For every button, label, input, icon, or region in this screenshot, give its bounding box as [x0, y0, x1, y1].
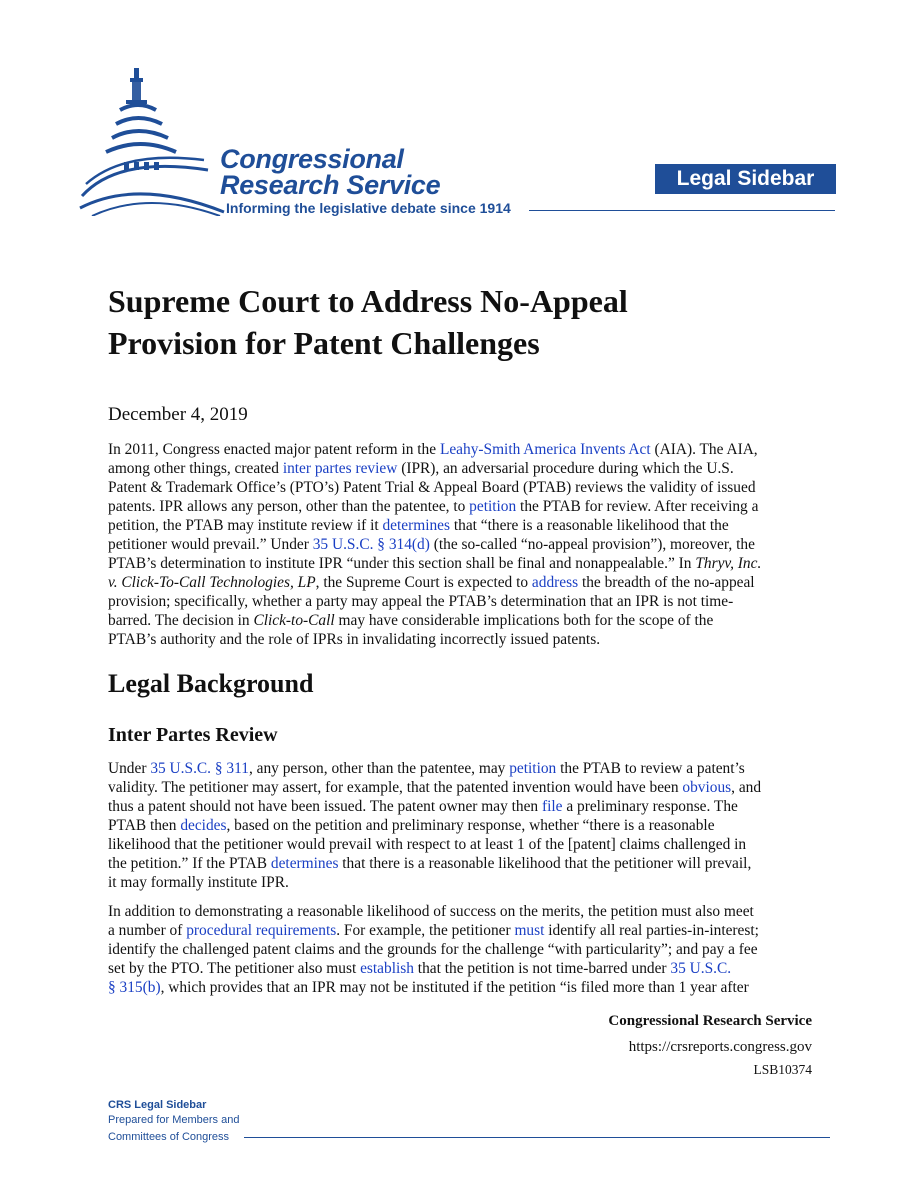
inline-link[interactable]: decides: [180, 817, 227, 834]
text-run: a preliminary response. The: [562, 798, 738, 815]
p1-line: [108, 630, 820, 649]
text-run: likelihood that the petitioner would prevail with respect to at least 1 of the [patent] claims challenged in: [108, 836, 747, 853]
inline-link[interactable]: obvious: [682, 779, 732, 796]
text-run: that “there is a reasonable likelihood that the: [450, 517, 729, 534]
text-run: identify the challenged patent claims and the grounds for the challenge “with particularity”; and pay a fee: [108, 941, 758, 958]
text-run: , the Supreme Court is expected to: [315, 574, 532, 591]
text-run: validity. The petitioner may assert, for example, that the patented invention would have been: [108, 779, 683, 796]
text-run: In addition to demonstrating a reasonable likelihood of success on the merits, the petition must also meet: [108, 903, 754, 920]
text-run: the PTAB for review. After receiving a: [516, 498, 759, 515]
footer-prepared-for-line2: Committees of Congress: [108, 1131, 230, 1143]
legal-sidebar-badge: Legal Sidebar: [655, 164, 836, 194]
text-run: provision; specifically, whether a party may appeal the PTAB’s determination that an IPR is not time-: [108, 593, 734, 610]
ipr-paragraph: [108, 759, 820, 892]
inline-link[interactable]: Leahy-Smith America Invents Act: [439, 441, 651, 458]
text-run: that the petition is not time-barred under: [413, 960, 671, 977]
text-run: Patent & Trademark Office’s (PTO’s) Patent Trial & Appeal Board (PTAB) reviews the validity of issued: [108, 479, 756, 496]
inline-link[interactable]: petition: [469, 498, 517, 515]
text-run: PTAB’s authority and the role of IPRs in invalidating incorrectly issued patents.: [108, 631, 601, 648]
p2-line: [108, 816, 820, 835]
text-run: PTAB’s determination to institute IPR “under this section shall be final and nonappealable.” In: [108, 555, 696, 572]
text-run: that there is a reasonable likelihood that the petitioner will prevail,: [338, 855, 752, 872]
footer-url-link[interactable]: https://crsreports.congress.gov: [628, 1039, 812, 1055]
p3-line: [108, 978, 820, 997]
subsection-heading-inter-partes-review: Inter Partes Review: [108, 724, 278, 746]
p1-line: [108, 459, 820, 478]
p1-line: [108, 516, 820, 535]
crs-wordmark-line1: Congressional: [220, 144, 404, 174]
page-title-line2: Provision for Patent Challenges: [108, 325, 540, 361]
text-run: the breadth of the no-appeal: [578, 574, 755, 591]
crs-wordmark-line2: Research Service: [220, 170, 441, 200]
text-run: set by the PTO. The petitioner also must: [108, 960, 361, 977]
text-run: Click-to-Call: [253, 612, 335, 629]
text-run: barred. The decision in: [108, 612, 254, 629]
page-title-line1: Supreme Court to Address No-Appeal: [108, 283, 628, 319]
text-run: (IPR), an adversarial procedure during which the U.S.: [397, 460, 734, 477]
text-run: identify all real parties-in-interest;: [544, 922, 759, 939]
inline-link[interactable]: must: [514, 922, 545, 939]
crs-tagline: Informing the legislative debate since 1914: [226, 200, 511, 216]
text-run: , any person, other than the patentee, may: [248, 760, 510, 777]
text-run: Under: [108, 760, 151, 777]
p3-line: [108, 902, 820, 921]
text-run: the PTAB to review a patent’s: [556, 760, 745, 777]
p1-line: [108, 497, 820, 516]
text-run: (AIA). The AIA,: [650, 441, 758, 458]
footer-org: Congressional Research Service: [608, 1013, 812, 1029]
text-run: . For example, the petitioner: [336, 922, 515, 939]
text-run: a number of: [108, 922, 187, 939]
footer-series-title: CRS Legal Sidebar: [108, 1099, 207, 1111]
inline-link[interactable]: establish: [360, 960, 414, 977]
inline-link[interactable]: petition: [509, 760, 557, 777]
header-rule: [529, 210, 835, 211]
text-run: it may formally institute IPR.: [108, 874, 289, 891]
p1-line: [108, 592, 820, 611]
text-run: among other things, created: [108, 460, 283, 477]
text-run: (the so-called “no-appeal provision”), moreover, the: [429, 536, 755, 553]
p1-line: [108, 478, 820, 497]
footer-rule: [244, 1137, 830, 1138]
p1-line: [108, 535, 820, 554]
requirements-paragraph: [108, 902, 820, 997]
capitol-dome-logo: [78, 66, 226, 216]
text-run: Thryv, Inc.: [695, 555, 762, 572]
inline-link[interactable]: determines: [270, 855, 339, 872]
p3-line: [108, 959, 820, 978]
p2-line: [108, 797, 820, 816]
text-run: patents. IPR allows any person, other than the patentee, to: [108, 498, 470, 515]
text-run: , which provides that an IPR may not be instituted if the petition “is filed more than 1 year after: [160, 979, 749, 996]
text-run: thus a patent should not have been issued. The patent owner may then: [108, 798, 542, 815]
p2-line: [108, 778, 820, 797]
p2-line: [108, 854, 820, 873]
p2-line: [108, 873, 820, 892]
inline-link[interactable]: address: [531, 574, 579, 591]
p2-line: [108, 759, 820, 778]
text-run: , based on the petition and preliminary response, whether “there is a reasonable: [226, 817, 715, 834]
report-id: LSB10374: [753, 1062, 812, 1077]
p3-line: [108, 921, 820, 940]
text-run: In 2011, Congress enacted major patent reform in the: [108, 441, 440, 458]
inline-link[interactable]: file: [541, 798, 563, 815]
p1-line: [108, 554, 820, 573]
p1-line: [108, 573, 820, 592]
crs-wordmark: [220, 146, 440, 198]
text-run: v. Click-To-Call Technologies, LP: [108, 574, 316, 591]
inline-link[interactable]: inter partes review: [282, 460, 398, 477]
inline-link[interactable]: § 315(b): [108, 979, 161, 996]
text-run: PTAB then: [108, 817, 181, 834]
p3-line: [108, 940, 820, 959]
footer-prepared-for-line1: Prepared for Members and: [108, 1114, 240, 1126]
inline-link[interactable]: 35 U.S.C. § 311: [150, 760, 249, 777]
inline-link[interactable]: determines: [382, 517, 451, 534]
text-run: , and: [731, 779, 762, 796]
text-run: petition, the PTAB may institute review if it: [108, 517, 383, 534]
intro-paragraph: [108, 440, 820, 649]
publication-date: December 4, 2019: [108, 404, 248, 425]
page-title: [108, 280, 828, 364]
text-run: the petition.” If the PTAB: [108, 855, 271, 872]
text-run: may have considerable implications both for the scope of the: [334, 612, 714, 629]
p1-line: [108, 611, 820, 630]
section-heading-legal-background: Legal Background: [108, 669, 314, 698]
p2-line: [108, 835, 820, 854]
text-run: petitioner would prevail.” Under: [108, 536, 313, 553]
inline-link[interactable]: procedural requirements: [186, 922, 337, 939]
inline-link[interactable]: 35 U.S.C. § 314(d): [312, 536, 430, 553]
inline-link[interactable]: 35 U.S.C.: [670, 960, 732, 977]
p1-line: [108, 440, 820, 459]
